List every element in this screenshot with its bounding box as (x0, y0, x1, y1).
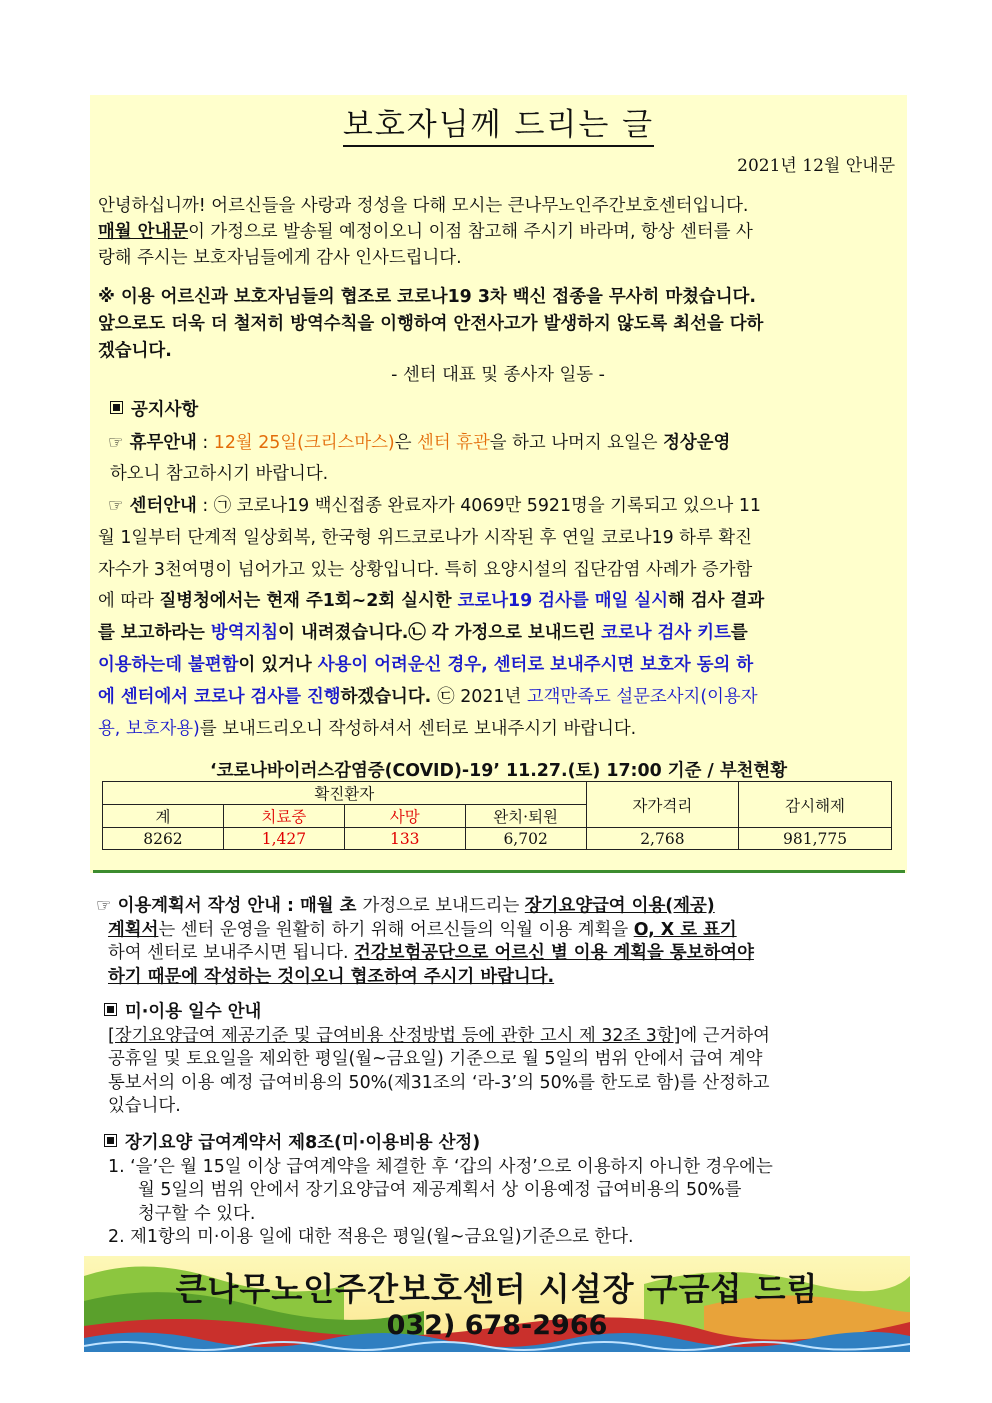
contract-section: 장기요양 급여계약서 제8조(미·이용비용 산정) 1. ‘을’은 월 15일 이상 급여계약을 체결한 후 ‘갑의 사정’으로 이용하지 아니한 경우에는 월 5일의 범위 안에서 장기요양급여 제공계획서 상 이용예정 급여비용의 50%를 청구할 수 있다. 2. 제1항의 미·이용 일에 대한 적용은 평일(월~금요일)기준으로 한다. (104, 1132, 894, 1250)
notice-top-section (90, 95, 907, 873)
value-total: 8262 (103, 828, 224, 850)
signature: - 센터 대표 및 종사자 일동 - (391, 365, 605, 385)
value-self-quarantine: 2,768 (586, 828, 739, 850)
square-bullet-icon (110, 401, 123, 414)
section-divider (93, 870, 905, 873)
square-bullet-icon (104, 1134, 117, 1147)
header-monitoring-released: 감시해제 (739, 782, 892, 828)
covid-table-caption: ‘코로나바이러스감염증(COVID)-19’ 11.27.(토) 17:00 기준 / 부천현황 (209, 761, 788, 781)
value-monitoring-released: 981,775 (739, 828, 892, 850)
unused-days-section: 미·이용 일수 안내 [장기요양급여 제공기준 및 급여비용 산정방법 등에 관한 고시 제 32조 3항]에 근거하여 공휴일 및 토요일을 제외한 평일(월~금요일) 기준으로 월 5일의 범위 안에서 급여 계약 통보서의 이용 예정 급여비용의 50%(제31조의 ‘라-3’의 50%를 한도로 함)를 산정하고 있습니다. (104, 1001, 894, 1119)
value-deaths: 133 (344, 828, 465, 850)
notice-date: 2021년 12월 안내문 (737, 156, 895, 176)
footer-phone: 032) 678-2966 (386, 1310, 608, 1341)
holiday-notice: ☞ 휴무안내 : 12월 25일(크리스마스)은 센터 휴관을 하고 나머지 요일은 정상운영 하오니 참고하시기 바랍니다. (108, 433, 731, 484)
value-recovered: 6,702 (465, 828, 586, 850)
covid-status-table (102, 781, 892, 850)
page-title: 보호자님께 드리는 글 (90, 99, 907, 144)
header-deaths: 사망 (344, 805, 465, 828)
square-bullet-icon (104, 1003, 117, 1016)
confirmed-group-header: 확진환자 (103, 782, 587, 805)
notices-heading: 공지사항 (110, 397, 910, 423)
vaccine-notice: ※ 이용 어르신과 보호자님들의 협조로 코로나19 3차 백신 접종을 무사히 마쳤습니다. 앞으로도 더욱 더 철저히 방역수칙을 이행하여 안전사고가 발생하지 않도록 최선을 다하 겠습니다. (98, 287, 764, 361)
value-in-treatment: 1,427 (223, 828, 344, 850)
center-notice: ☞ 센터안내 : ㉠ 코로나19 백신접종 완료자가 4069만 5921명을 기록되고 있으나 11 월 1일부터 단계적 일상회복, 한국형 위드코로나가 시작된 후 연일 코로나19 하루 확진 자수가 3천여명이 넘어가고 있는 상황입니다. 특히 요양시설의 집단감염 사례가 증가함 에 따라 질병청에서는 현재 주1회~2회 실시한 코로나19 검사를 매일 실시해 검사 결과 를 보고하라는 방역지침이 내려졌습니다.㉡ 각 가정으로 보내드린 코로나 검사 키트를 이용하는데 불편함이 있거나 사용이 어려운신 경우, 센터로 보내주시면 보호자 동의 하 에 센터에서 코로나 검사를 진행하겠습니다. ㉢ 2021년 고객만족도 설문조사지(이용자 용, 보호자용)를 보내드리오니 작성하셔서 센터로 보내주시기 바랍니다. (98, 496, 765, 739)
header-in-treatment: 치료중 (223, 805, 344, 828)
header-total: 계 (103, 805, 224, 828)
table-row (103, 828, 892, 850)
plan-notice: ☞ 이용계획서 작성 안내 : 매월 초 가정으로 보내드리는 장기요양급여 이용(제공) 계획서는 센터 운영을 원활히 하기 위해 어르신들의 익월 이용 계획을 O, X 로 표기 하여 센터로 보내주시면 됩니다. 건강보험공단으로 어르신 별 이용 계획을 통보하여야 하기 때문에 작성하는 것이오니 협조하여 주시기 바랍니다. (96, 896, 754, 987)
footer-banner (84, 1256, 910, 1352)
intro-paragraph: 안녕하십니까! 어르신들을 사랑과 정성을 다해 모시는 큰나무노인주간보호센터입니다. 매월 안내문이 가정으로 발송될 예정이오니 이점 참고해 주시기 바라며, 항상 센터를 사 랑해 주시는 보호자님들에게 감사 인사드립니다. (98, 196, 753, 268)
footer-organization: 큰나무노인주간보호센터 시설장 구금섭 드림 (175, 1270, 819, 1308)
header-self-quarantine: 자가격리 (586, 782, 739, 828)
header-recovered: 완치·퇴원 (465, 805, 586, 828)
